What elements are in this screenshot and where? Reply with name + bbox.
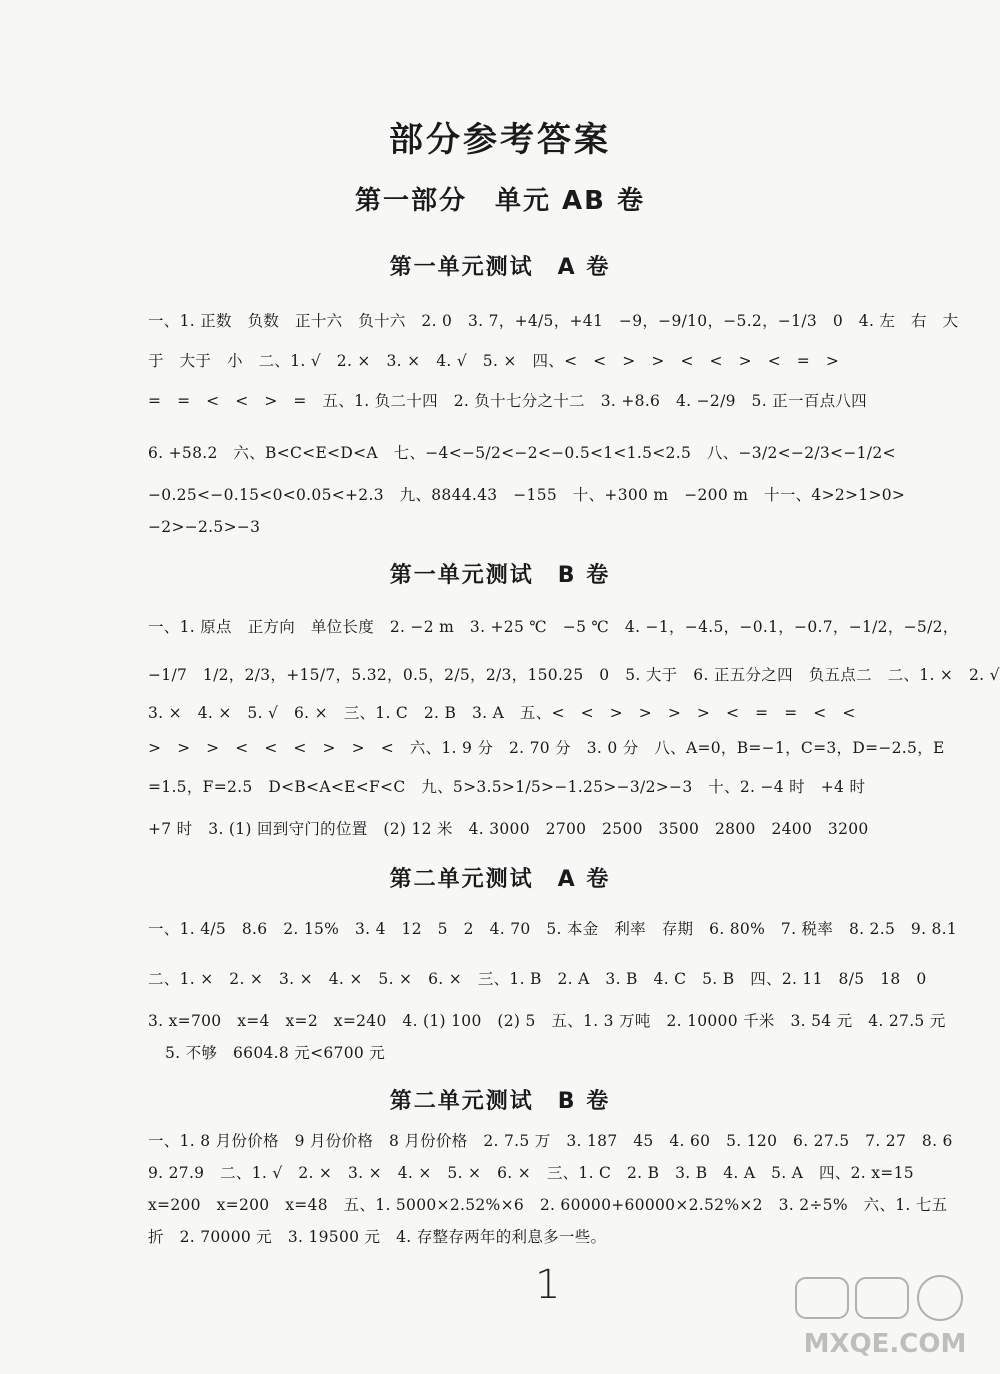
answer-line: x=200 x=200 x=48 五、1. 5000×2.52%×6 2. 60000+60000×2.52%×2 3. 2÷5% 六、1. 七五: [148, 1196, 948, 1214]
answer-line: 6. +58.2 六、B<C<E<D<A 七、−4<−5/2<−2<−0.5<1<1.5<2.5 八、−3/2<−2/3<−1/2<: [148, 444, 896, 462]
answer-line: 5. 不够 6604.8 元<6700 元: [165, 1044, 386, 1062]
answer-line: −1/7 1/2，2/3，+15/7，5.32，0.5，2/5，2/3，150.25 0 5. 大于 6. 正五分之四 负五点二 二、1. × 2. √: [148, 666, 1000, 684]
answer-line: 一、1. 原点 正方向 单位长度 2. −2 m 3. +25 ℃ −5 ℃ 4. −1，−4.5，−0.1，−0.7，−1/2，−5/2，: [148, 618, 959, 636]
answer-line: 二、1. × 2. × 3. × 4. × 5. × 6. × 三、1. B 2. A 3. B 4. C 5. B 四、2. 11 8/5 18 0: [148, 970, 927, 988]
answer-line: 3. × 4. × 5. √ 6. × 三、1. C 2. B 3. A 五、< < > > > > < = = < <: [148, 704, 856, 722]
page-number: 1: [535, 1262, 561, 1308]
watermark-logo: [790, 1270, 980, 1360]
watermark-text: MXQE.COM: [803, 1329, 967, 1359]
answer-line: 一、1. 4/5 8.6 2. 15% 3. 4 12 5 2 4. 70 5. 本金 利率 存期 6. 80% 7. 税率 8. 2.5 9. 8.1: [148, 920, 958, 938]
answer-line: +7 时 3. (1) 回到守门的位置 (2) 12 米 4. 3000 2700 2500 3500 2800 2400 3200: [148, 820, 869, 838]
section-heading: 第一单元测试 A 卷: [389, 255, 611, 280]
answer-line: 一、1. 正数 负数 正十六 负十六 2. 0 3. 7，+4/5，+41 −9，−9/10，−5.2，−1/3 0 4. 左 右 大: [148, 312, 959, 330]
answer-line: =1.5，F=2.5 D<B<A<E<F<C 九、5>3.5>1/5>−1.25>−3/2>−3 十、2. −4 时 +4 时: [148, 778, 866, 796]
part-title: 第一部分 单元 AB 卷: [354, 186, 646, 216]
answer-line: 折 2. 70000 元 3. 19500 元 4. 存整存两年的利息多一些。: [148, 1228, 607, 1246]
answer-line: > > > < < < > > < 六、1. 9 分 2. 70 分 3. 0 分 八、A=0，B=−1，C=3，D=−2.5，E: [148, 739, 945, 757]
answer-line: −0.25<−0.15<0<0.05<+2.3 九、8844.43 −155 十、+300 m −200 m 十一、4>2>1>0>: [148, 486, 906, 504]
section-heading: 第一单元测试 B 卷: [389, 563, 611, 588]
section-heading: 第二单元测试 A 卷: [389, 867, 611, 892]
answer-line: 3. x=700 x=4 x=2 x=240 4. (1) 100 (2) 5 五、1. 3 万吨 2. 10000 千米 3. 54 元 4. 27.5 元: [148, 1012, 946, 1030]
answer-line: = = < < > = 五、1. 负二十四 2. 负十七分之十二 3. +8.6 4. −2/9 5. 正一百点八四: [148, 392, 867, 410]
answer-line: −2>−2.5>−3: [148, 518, 261, 536]
page-title: 部分参考答案: [389, 120, 611, 160]
answer-line: 于 大于 小 二、1. √ 2. × 3. × 4. √ 5. × 四、< < > > < < > < = >: [148, 352, 840, 370]
section-heading: 第二单元测试 B 卷: [389, 1089, 611, 1114]
answer-line: 一、1. 8 月份价格 9 月份价格 8 月份价格 2. 7.5 万 3. 187 45 4. 60 5. 120 6. 27.5 7. 27 8. 6: [148, 1132, 953, 1150]
answer-line: 9. 27.9 二、1. √ 2. × 3. × 4. × 5. × 6. × 三、1. C 2. B 3. B 4. A 5. A 四、2. x=15: [148, 1164, 914, 1182]
watermark-icon: [790, 1270, 980, 1360]
